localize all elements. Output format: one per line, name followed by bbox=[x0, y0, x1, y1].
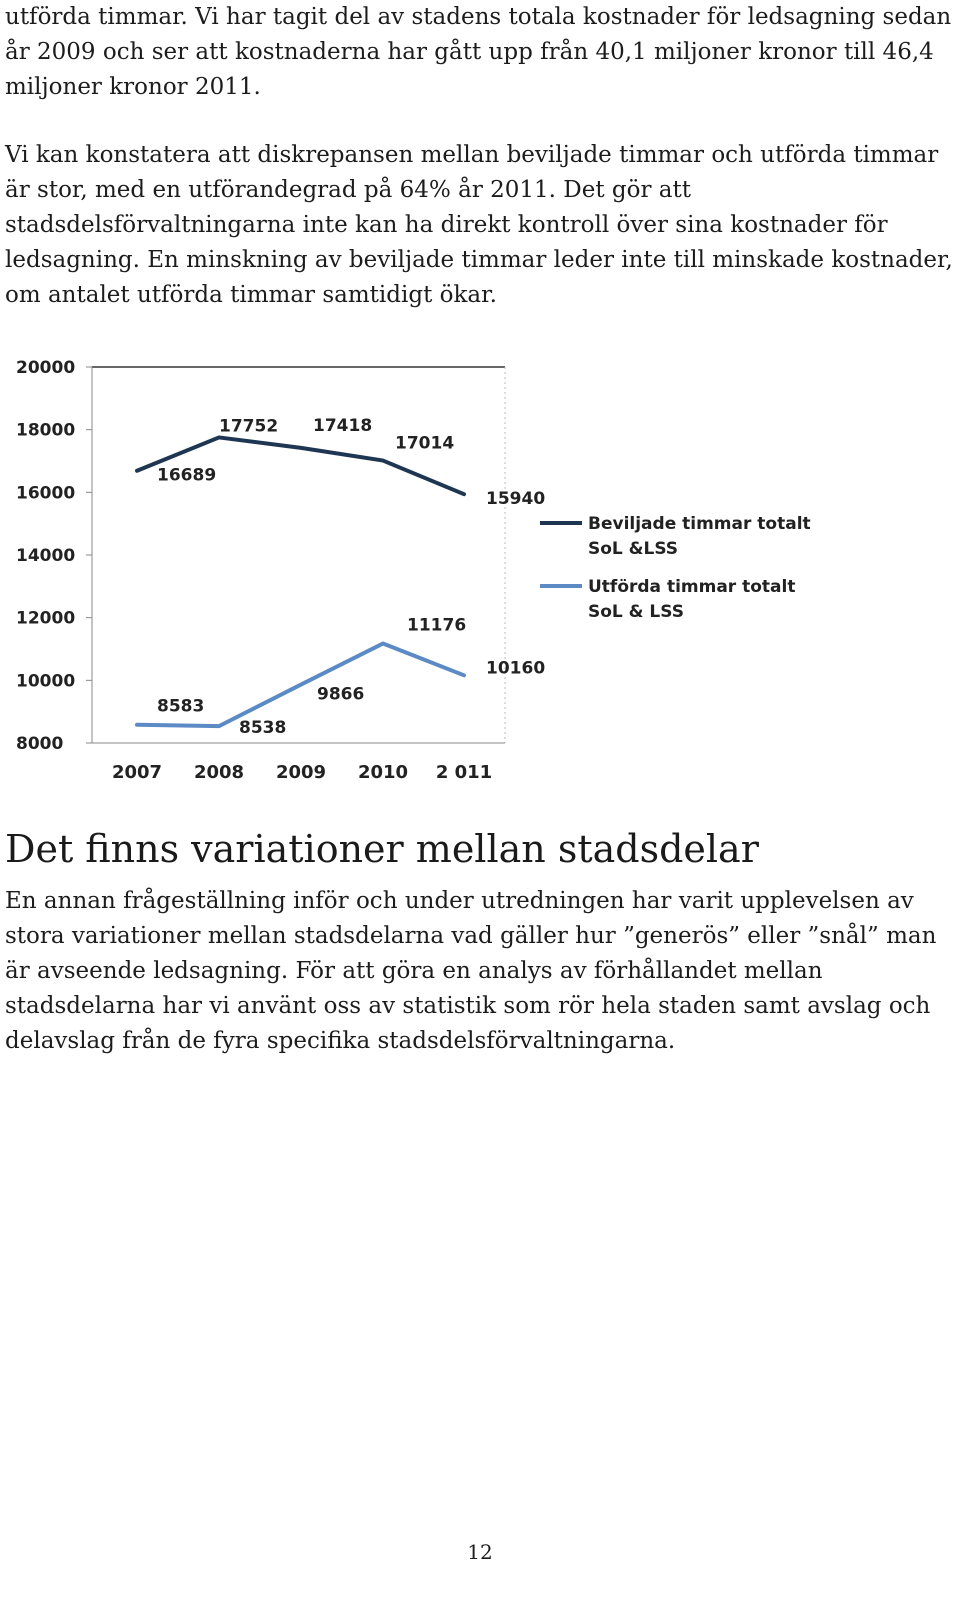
data-label: 11176 bbox=[407, 615, 467, 636]
data-label: 17418 bbox=[313, 415, 373, 436]
x-tick-label: 2008 bbox=[193, 762, 245, 783]
data-label: 17752 bbox=[219, 416, 279, 437]
data-label: 16689 bbox=[157, 465, 217, 486]
y-tick-label: 10000 bbox=[16, 671, 76, 692]
y-tick-label: 8000 bbox=[16, 734, 64, 754]
page-number: 12 bbox=[467, 1540, 493, 1564]
paragraph-costs: utförda timmar. Vi har tagit del av stadens totala kostnader för ledsagning sedan år 2009 och ser att kostnaderna har gått upp från 40,1 miljoner kronor till 46,4 miljoner kronor 2011. bbox=[5, 4, 952, 100]
y-tick-label: 16000 bbox=[16, 483, 76, 504]
paragraph-variations: En annan frågeställning inför och under utredningen har varit upplevelsen av stora variationer mellan stadsdelarna vad gäller hur ”generös” eller ”snål” man är avseende ledsagning. För att göra en analys av förhållandet mellan stadsdelarna har vi använt oss av statistik som rör hela staden samt avslag och delavslag från de fyra specifika stadsdelsförvaltningarna. bbox=[5, 888, 937, 1054]
y-tick-label: 12000 bbox=[16, 608, 76, 629]
x-tick-label: 2010 bbox=[357, 762, 409, 783]
data-label: 17014 bbox=[395, 433, 455, 454]
legend-label: Utförda timmar totalt bbox=[588, 577, 796, 597]
legend-label: SoL & LSS bbox=[588, 602, 684, 622]
section-heading: Det finns variationer mellan stadsdelar bbox=[5, 827, 759, 871]
data-label: 8583 bbox=[157, 696, 205, 717]
data-label: 10160 bbox=[486, 658, 546, 679]
legend-label: Beviljade timmar totalt bbox=[588, 514, 811, 534]
x-tick-label: 2009 bbox=[275, 762, 327, 783]
data-label: 9866 bbox=[317, 684, 365, 705]
hours-line-chart bbox=[0, 340, 960, 800]
y-tick-label: 14000 bbox=[16, 546, 76, 566]
data-label: 15940 bbox=[486, 489, 546, 510]
y-tick-label: 18000 bbox=[16, 420, 76, 441]
y-tick-label: 20000 bbox=[16, 358, 76, 378]
x-tick-label: 2007 bbox=[111, 762, 163, 783]
data-label: 8538 bbox=[239, 718, 287, 739]
paragraph-discrepancy: Vi kan konstatera att diskrepansen mellan beviljade timmar och utförda timmar är stor, med en utförandegrad på 64% år 2011. Det gör att stadsdelsförvaltningarna inte kan ha direkt kontroll över sina kostnader för ledsagning. En minskning av beviljade timmar leder inte till minskade kostnader, om antalet utförda timmar samtidigt ökar. bbox=[5, 142, 953, 308]
legend-label: SoL &LSS bbox=[588, 539, 679, 559]
x-tick-label: 2 011 bbox=[435, 762, 493, 783]
